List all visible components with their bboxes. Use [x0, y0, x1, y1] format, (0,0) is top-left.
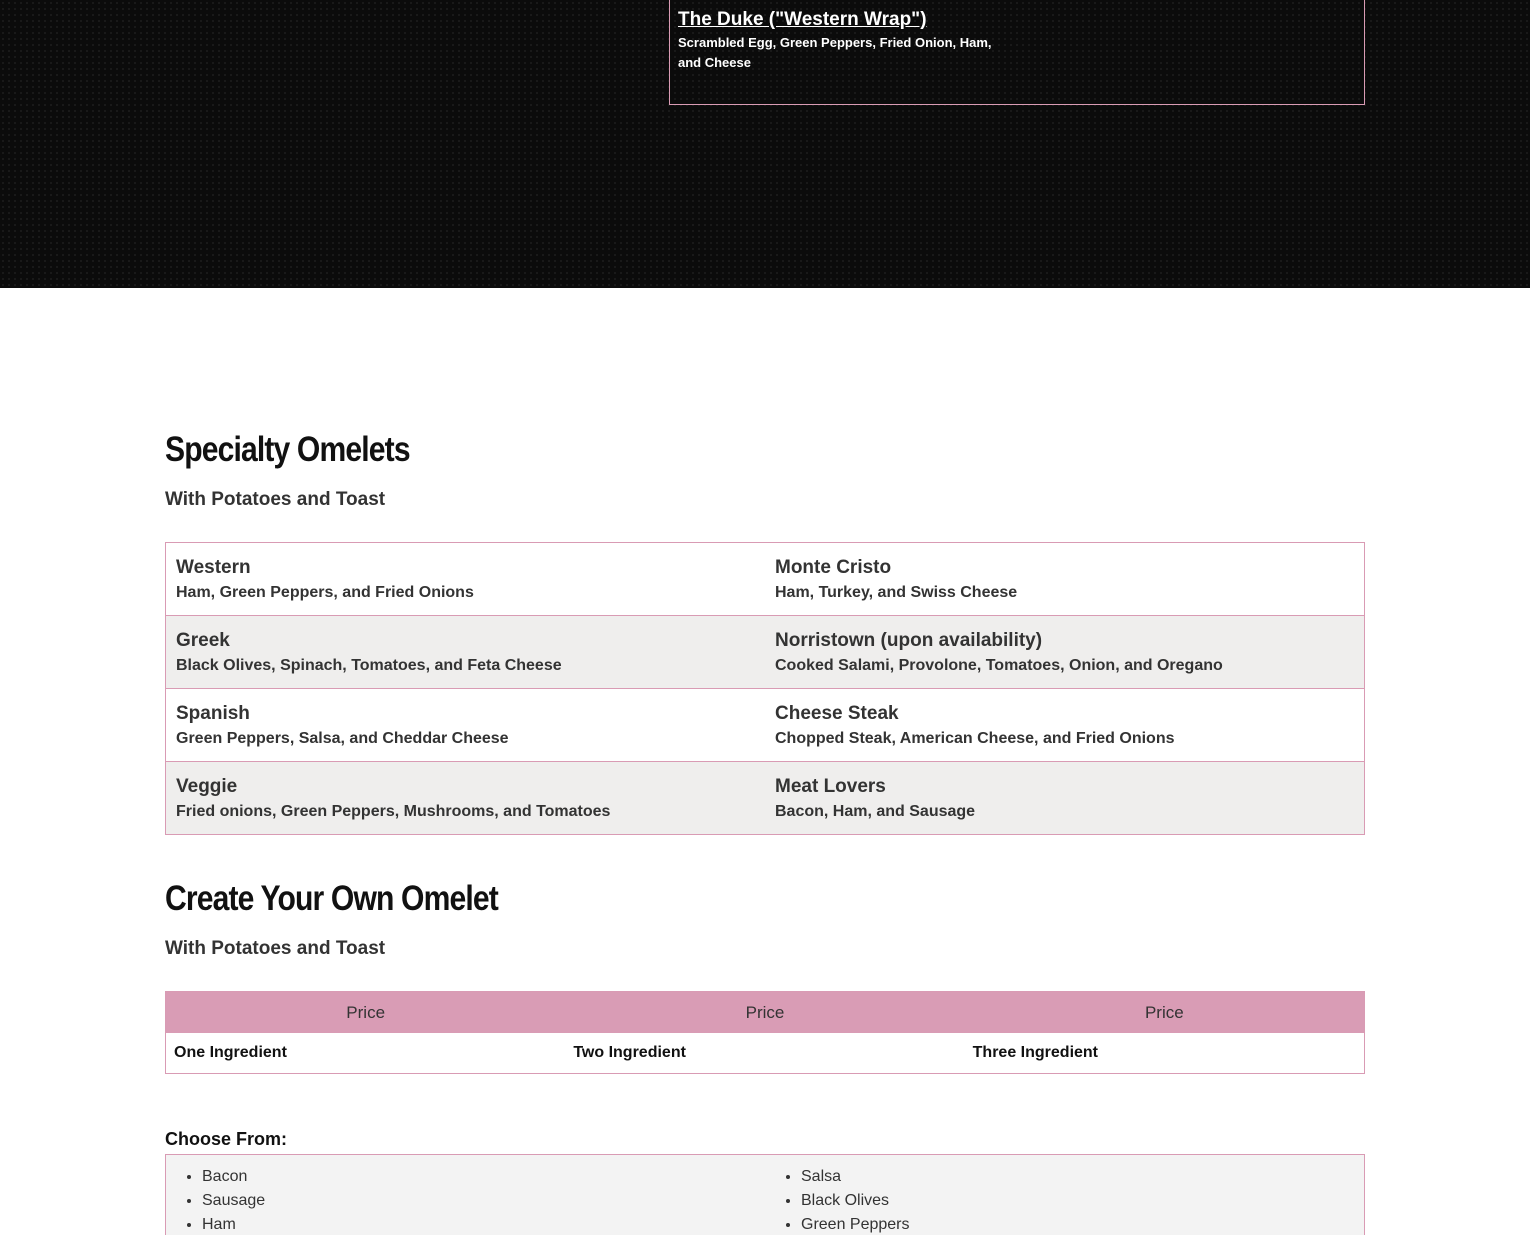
omelet-cell	[166, 689, 766, 761]
specialty-omelets-heading: Specialty Omelets	[165, 430, 410, 469]
ingredient-option: Three Ingredient	[972, 1044, 1099, 1061]
table-row	[166, 688, 1364, 761]
list-item: • Salsa	[801, 1165, 1364, 1189]
omelet-cell	[166, 543, 766, 615]
menu-item-description: Scrambled Egg, Green Peppers, Fried Onion, Ham, and Cheese	[678, 35, 992, 70]
price-column-header: Price	[346, 1003, 386, 1022]
omelet-cell	[166, 616, 766, 688]
omelet-description: Green Peppers, Salsa, and Cheddar Cheese	[176, 730, 509, 747]
list-item: • Bacon	[202, 1165, 766, 1189]
ingredient-option: Two Ingredient	[573, 1044, 686, 1061]
omelet-cell	[766, 762, 1364, 834]
price-column-header: Price	[1144, 1003, 1184, 1022]
omelet-cell	[766, 616, 1364, 688]
omelet-name: Western	[176, 557, 251, 578]
omelet-cell	[766, 689, 1364, 761]
omelet-name: Cheese Steak	[775, 703, 899, 724]
ingredient-column-left	[166, 1165, 766, 1235]
create-omelet-heading: Create Your Own Omelet	[165, 879, 498, 918]
omelet-name: Monte Cristo	[775, 557, 892, 578]
table-row	[166, 761, 1364, 834]
price-column-header: Price	[745, 1003, 785, 1022]
list-item: • Ham	[202, 1213, 766, 1235]
create-omelet-price-table	[165, 991, 1365, 1074]
table-row	[166, 543, 1364, 615]
omelet-cell	[166, 762, 766, 834]
omelet-name: Greek	[176, 630, 230, 651]
menu-item-card-western-wrap	[669, 0, 1365, 105]
specialty-omelets-subheading: With Potatoes and Toast	[165, 489, 386, 510]
omelet-description: Black Olives, Spinach, Tomatoes, and Feta Cheese	[176, 657, 562, 674]
choose-from-label: Choose From:	[165, 1129, 288, 1149]
hero-dark-band	[0, 0, 1530, 288]
omelet-description: Fried onions, Green Peppers, Mushrooms, and Tomatoes	[176, 803, 611, 820]
omelet-description: Cooked Salami, Provolone, Tomatoes, Onion, and Oregano	[775, 657, 1223, 674]
list-item: • Black Olives	[801, 1189, 1364, 1213]
omelet-name: Norristown (upon availability)	[775, 630, 1043, 651]
omelet-description: Ham, Green Peppers, and Fried Onions	[176, 584, 474, 601]
ingredient-option: One Ingredient	[174, 1044, 287, 1061]
omelet-description: Bacon, Ham, and Sausage	[775, 803, 976, 820]
list-item: • Green Peppers	[801, 1213, 1364, 1235]
ingredient-column-right	[766, 1165, 1364, 1235]
omelet-description: Ham, Turkey, and Swiss Cheese	[775, 584, 1018, 601]
create-omelet-subheading: With Potatoes and Toast	[165, 938, 386, 959]
omelet-name: Spanish	[176, 703, 250, 724]
specialty-omelets-table	[165, 542, 1365, 835]
table-row	[166, 615, 1364, 688]
omelet-description: Chopped Steak, American Cheese, and Fried Onions	[775, 730, 1175, 747]
ingredient-list-box	[165, 1154, 1365, 1235]
omelet-cell	[766, 543, 1364, 615]
price-table-header	[166, 992, 1364, 1033]
table-row	[166, 1033, 1364, 1073]
menu-item-title-link[interactable]: The Duke ("Western Wrap")	[678, 9, 927, 30]
omelet-name: Meat Lovers	[775, 776, 886, 797]
omelet-name: Veggie	[176, 776, 238, 797]
list-item: • Sausage	[202, 1189, 766, 1213]
